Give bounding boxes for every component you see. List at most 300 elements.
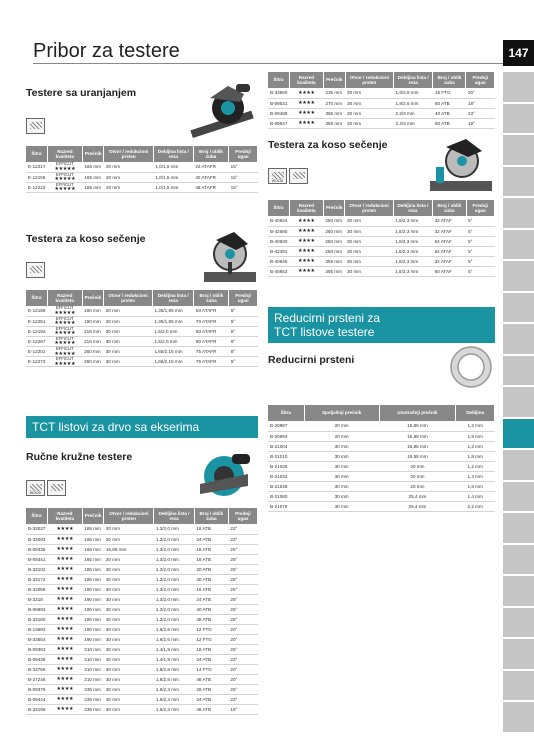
table-cell: 1,8/2,8 mm xyxy=(154,664,194,674)
table-cell: 1,6/2,3 mm xyxy=(154,694,194,704)
table-cell: 185 mm xyxy=(82,564,104,574)
table-row xyxy=(26,554,258,564)
banner-nail-blades-title: TCT listovi za drvo sa ekserima xyxy=(32,420,200,434)
table-cell: 30 mm xyxy=(104,684,154,694)
table-cell: 15,88 mm xyxy=(379,441,456,451)
rating-stars: ★★★★ xyxy=(56,556,74,562)
table-cell: E-12186 xyxy=(26,306,47,316)
table-cell: 16 ATB xyxy=(194,584,228,594)
sidebar-tab[interactable] xyxy=(503,198,534,228)
table-cell: 20 mm xyxy=(379,461,456,471)
table-cell: 20 mm xyxy=(104,306,153,316)
banner-reduction-rings-line1: Reducirni prsteni za xyxy=(274,311,381,325)
quality-rating xyxy=(289,108,323,118)
quality-rating xyxy=(47,162,82,172)
table-cell: B-09335 xyxy=(26,544,47,554)
table-cell: 1,3/2,0 mm xyxy=(154,604,194,614)
table-cell: 1,3/2,0 mm xyxy=(154,584,194,594)
table-cell: 23° xyxy=(228,524,257,534)
table-cell: 18 ATB xyxy=(194,644,228,654)
table-cell: 20 mm xyxy=(104,534,154,544)
sidebar-tab[interactable] xyxy=(503,545,534,575)
table-cell: B-21026 xyxy=(268,461,304,471)
table-row xyxy=(26,524,258,534)
table-cell: 70 ATAFR xyxy=(194,316,229,326)
table-row xyxy=(26,594,258,604)
quality-rating xyxy=(47,524,82,534)
sidebar-tab[interactable] xyxy=(503,356,534,386)
table-cell: 1,35/1,85 mm xyxy=(152,316,193,326)
table-cell: 1,8 mm xyxy=(456,481,495,491)
table-cell: B-27246 xyxy=(26,674,47,684)
table-cell: 20° xyxy=(228,664,257,674)
table-cell: B-21032 xyxy=(268,471,304,481)
table-cell: B-42391 xyxy=(268,246,289,256)
table-cell: 1,3/2,0 mm xyxy=(154,564,194,574)
table-cell: 1,0/1,5 mm xyxy=(153,162,193,172)
table-cell: 1,3/2,0 mm xyxy=(154,524,194,534)
table-cell: 1,8/2,3 mm xyxy=(393,226,432,236)
table-cell: 12 FTG xyxy=(194,624,228,634)
table-cell: 30 mm xyxy=(345,226,393,236)
table-header-row xyxy=(26,508,258,524)
column-header: Otvor / redukcioni prsten xyxy=(104,508,154,524)
quality-rating xyxy=(47,554,82,564)
quality-rating xyxy=(47,347,82,357)
table-cell: 30 mm xyxy=(345,246,393,256)
column-header: Otvor / redukcioni prsten xyxy=(345,72,393,88)
table-row xyxy=(268,118,495,128)
wood-material-icon: WOOD xyxy=(268,168,287,184)
column-header: Razred kvaliteta xyxy=(289,200,323,216)
sidebar-tab[interactable] xyxy=(503,324,534,354)
sidebar-tab[interactable] xyxy=(503,482,534,512)
table-cell: B-40646 xyxy=(268,256,289,266)
table-cell: B-09379 xyxy=(26,684,47,694)
table-cell: 1,2 mm xyxy=(456,441,495,451)
rating-stars: ★★★★ xyxy=(56,606,74,612)
rating-stars: ★★★★ xyxy=(56,536,74,542)
table-cell: 165 mm xyxy=(82,172,104,182)
table-cell: 30 mm xyxy=(345,118,393,128)
table-cell: B-21004 xyxy=(268,441,304,451)
table-cell: 165 mm xyxy=(82,524,104,534)
sidebar-tab[interactable] xyxy=(503,608,534,638)
section-title-plunge-saws: Testere sa uranjanjem xyxy=(26,87,137,99)
table-cell: 165 mm xyxy=(82,182,104,192)
table-row xyxy=(26,684,258,694)
table-cell: 25,4 mm xyxy=(379,491,456,501)
table-cell: 28 ATB xyxy=(194,684,228,694)
column-header: Broj / oblik zuba xyxy=(194,508,228,524)
table-cell: 250 mm xyxy=(323,216,345,226)
column-header: Debljina xyxy=(456,405,495,421)
table-row xyxy=(26,347,258,357)
table-row xyxy=(26,544,258,554)
table-cell: 20° xyxy=(466,88,495,98)
table-row xyxy=(268,236,495,246)
table-cell: 16 ATB xyxy=(194,524,228,534)
table-cell: 1,8/2,3 mm xyxy=(393,236,432,246)
table-cell: 190 mm xyxy=(82,306,104,316)
table-cell: 8° xyxy=(229,306,258,316)
table-cell: 165 mm xyxy=(82,162,104,172)
column-header: Razred kvaliteta xyxy=(289,72,323,88)
table-cell: 1,8 mm xyxy=(456,451,495,461)
table-row xyxy=(268,246,495,256)
table-row xyxy=(26,316,258,326)
rating-stars: ★★★★★ xyxy=(54,165,76,172)
table-cell: 25° xyxy=(228,574,257,584)
rating-word: EFFICUT xyxy=(55,325,74,331)
rating-stars: ★★★★★ xyxy=(54,360,76,367)
table-cell: 25° xyxy=(228,584,257,594)
table-cell: B-33037 xyxy=(26,524,47,534)
table-cell: 1,0/1,5 mm xyxy=(153,182,193,192)
table-cell: E-12201 xyxy=(26,347,47,357)
sidebar-tab[interactable] xyxy=(503,419,534,449)
table-cell: 165 mm xyxy=(82,534,104,544)
sidebar-tab[interactable] xyxy=(503,293,534,323)
table-cell: 5° xyxy=(466,216,494,226)
table-cell: 235 mm xyxy=(82,684,104,694)
table-cell: 235 mm xyxy=(82,694,104,704)
sidebar-tab[interactable] xyxy=(503,450,534,480)
column-header: Otvor / redukcioni prsten xyxy=(104,290,153,306)
table-cell: 1,65/2,15 mm xyxy=(152,347,193,357)
table-cell: 60 ATB xyxy=(433,98,466,108)
quality-rating xyxy=(47,614,82,624)
table-cell: 15° xyxy=(229,162,258,172)
table-cell: B-33059 xyxy=(26,584,47,594)
table-cell: 185 mm xyxy=(82,574,104,584)
table-cell: 30 mm xyxy=(104,664,154,674)
table-row xyxy=(268,491,495,501)
rating-word: EFFICUT xyxy=(55,305,74,311)
table-cell: 20 mm xyxy=(104,554,154,564)
rating-stars: ★★★★ xyxy=(298,217,315,224)
rating-stars: ★★★★ xyxy=(56,646,74,652)
table-cell: 30 mm xyxy=(304,481,379,491)
table-cell: 1,8/2,6 mm xyxy=(393,98,432,108)
table-cell: E-12192 xyxy=(26,326,47,336)
table-row xyxy=(268,431,495,441)
table-row xyxy=(26,674,258,684)
table-row xyxy=(26,644,258,654)
table-cell: 1,3/2,0 mm xyxy=(154,544,194,554)
quality-rating xyxy=(47,644,82,654)
table-cell: 25° xyxy=(228,684,257,694)
table-cell: 260 mm xyxy=(82,347,104,357)
quality-rating xyxy=(47,634,82,644)
miter-saw-table xyxy=(26,290,258,367)
rating-stars: ★★★★ xyxy=(56,656,74,662)
rating-stars: ★★★★ xyxy=(56,696,74,702)
miter-saw-image-2 xyxy=(426,137,496,195)
table-cell: 30 mm xyxy=(345,108,393,118)
table-cell: 30 mm xyxy=(104,604,154,614)
rating-stars: ★★★★ xyxy=(298,268,315,274)
table-cell: 48 ATB xyxy=(194,704,228,714)
column-header: Debljina lista / reza xyxy=(393,200,432,216)
rating-stars: ★★★★★ xyxy=(54,320,76,327)
table-row xyxy=(268,98,495,108)
table-cell: 20 mm xyxy=(104,172,153,182)
sidebar-tab[interactable] xyxy=(503,702,534,732)
table-cell: 30 mm xyxy=(304,461,379,471)
rating-word: EFFICUT xyxy=(55,356,74,362)
table-cell: 20° xyxy=(228,674,257,684)
column-header: Šitra xyxy=(268,405,304,421)
material-icons-5 xyxy=(268,168,308,184)
table-cell: 165 mm xyxy=(82,544,104,554)
circular-saw-table xyxy=(26,508,258,715)
quality-rating xyxy=(289,246,323,256)
table-cell: 30 mm xyxy=(345,266,393,276)
table-cell: 75 ATAFR xyxy=(194,357,229,367)
table-cell: 20 mm xyxy=(104,182,153,192)
column-header: Prednji ugao xyxy=(229,290,258,306)
table-cell: 25° xyxy=(228,544,257,554)
rating-stars: ★★★★★ xyxy=(54,350,76,357)
column-header: Šitra xyxy=(26,290,47,306)
table-header-row xyxy=(268,200,495,216)
sidebar-tab[interactable] xyxy=(503,104,534,134)
table-cell: 20 mm xyxy=(104,162,153,172)
table-cell: E-12267 xyxy=(26,336,47,346)
rating-stars: ★★★★ xyxy=(56,596,74,602)
table-row xyxy=(268,256,495,266)
miter-saw-table-2 xyxy=(268,200,495,277)
table-cell: 25° xyxy=(228,554,257,564)
table-cell: 25° xyxy=(228,594,257,604)
table-cell: 235 mm xyxy=(82,704,104,714)
table-cell: 30 mm xyxy=(345,216,393,226)
quality-rating xyxy=(47,624,82,634)
rating-word: EFFICUT xyxy=(55,315,74,321)
table-cell: 1,8/2,3 mm xyxy=(393,216,432,226)
quality-rating xyxy=(47,574,82,584)
quality-rating xyxy=(47,564,82,574)
table-cell: B-21060 xyxy=(268,491,304,501)
table-cell: B-09363 xyxy=(26,644,47,654)
table-cell: 5° xyxy=(466,256,494,266)
table-row xyxy=(26,357,258,367)
banner-nail-blades xyxy=(26,416,258,438)
table-cell: 1,6/2,3 mm xyxy=(154,704,194,714)
table-cell: 32 ATAF xyxy=(433,256,467,266)
table-cell: 40 ATB xyxy=(433,108,466,118)
table-row xyxy=(26,634,258,644)
wood-material-icon: WOOD xyxy=(26,480,45,496)
sidebar-tab[interactable] xyxy=(503,167,534,197)
material-icons-3 xyxy=(26,480,66,496)
table-cell: B-40652 xyxy=(268,266,289,276)
column-header: Debljina lista / reza xyxy=(393,72,432,88)
rating-stars: ★★★★ xyxy=(56,525,74,532)
table-cell: 1,8 mm xyxy=(456,431,495,441)
rating-stars: ★★★★ xyxy=(56,636,74,642)
rating-word: EFFICUT xyxy=(56,181,74,187)
table-row xyxy=(26,534,258,544)
table-cell: B-40624 xyxy=(268,216,289,226)
sidebar-tab[interactable] xyxy=(503,135,534,165)
table-cell: B-40630 xyxy=(268,236,289,246)
table-cell: 18° xyxy=(228,704,257,714)
table-header-row xyxy=(268,405,495,421)
column-header: Prednji ugao xyxy=(466,72,495,88)
table-cell: 15,88 mm xyxy=(379,451,456,461)
table-header-row xyxy=(26,146,258,162)
table-cell: B-09341 xyxy=(26,554,47,564)
sidebar-tab[interactable] xyxy=(503,576,534,606)
table-cell: 24 ATB xyxy=(194,534,228,544)
sidebar-tab[interactable] xyxy=(503,261,534,291)
table-row xyxy=(268,471,495,481)
table-cell: B-09444 xyxy=(26,694,47,704)
rating-stars: ★★★★ xyxy=(298,258,315,264)
quality-rating xyxy=(289,98,323,108)
table-cell: 20° xyxy=(228,624,257,634)
table-cell: 30 mm xyxy=(104,357,153,367)
rating-stars: ★★★★ xyxy=(56,586,74,592)
table-cell: 18° xyxy=(466,98,495,108)
table-cell: 210 mm xyxy=(82,654,104,664)
rating-stars: ★★★★★ xyxy=(54,340,76,347)
table-cell: 60 ATB xyxy=(433,118,466,128)
table-cell: 16 FTG xyxy=(433,88,466,98)
table-cell: 25,4 mm xyxy=(379,501,456,511)
table-cell: 64 ATAF xyxy=(433,246,467,256)
section-title-miter-saws: Testera za koso sečenje xyxy=(26,233,146,245)
page-title: Pribor za testere xyxy=(33,40,180,62)
table-cell: 210 mm xyxy=(82,644,104,654)
table-cell: 30 mm xyxy=(104,704,154,714)
column-header: Razred kvaliteta xyxy=(47,146,82,162)
table-row xyxy=(26,326,258,336)
section-title-circular-saws: Ručne kružne testere xyxy=(26,451,133,463)
column-header: Debljina lista / reza xyxy=(154,508,194,524)
table-cell: 1,2 mm xyxy=(456,461,495,471)
table-cell: 1,5/2,0 mm xyxy=(152,336,193,346)
sidebar-tab[interactable] xyxy=(503,639,534,669)
table-row xyxy=(26,654,258,664)
table-cell: 260 mm xyxy=(323,236,345,246)
circular-saw-image xyxy=(190,448,258,504)
quality-rating xyxy=(289,266,323,276)
table-cell: 2,2/3 mm xyxy=(393,108,432,118)
sidebar-tab[interactable] xyxy=(503,72,534,102)
quality-rating xyxy=(47,182,82,192)
material-icons-1 xyxy=(26,118,45,134)
table-cell: 30 mm xyxy=(104,644,154,654)
quality-rating xyxy=(47,704,82,714)
rating-stars: ★★★★ xyxy=(56,576,74,582)
table-cell: 30 mm xyxy=(104,624,154,634)
table-cell: 1,8/2,3 mm xyxy=(393,256,432,266)
table-row xyxy=(268,481,495,491)
table-cell: 1,3/2,0 mm xyxy=(154,594,194,604)
table-row xyxy=(26,336,258,346)
table-cell: 60 ATAFR xyxy=(194,326,229,336)
rating-stars: ★★★★ xyxy=(298,110,315,116)
table-cell: 30 mm xyxy=(304,471,379,481)
table-cell: B-20987 xyxy=(268,421,304,431)
sidebar-tab[interactable] xyxy=(503,387,534,417)
table-row xyxy=(268,451,495,461)
table-row xyxy=(26,664,258,674)
table-cell: 30 mm xyxy=(304,451,379,461)
table-cell: B-42585 xyxy=(268,226,289,236)
table-row xyxy=(268,461,495,471)
quality-rating xyxy=(47,664,82,674)
table-cell: 235 mm xyxy=(323,88,345,98)
table-row xyxy=(268,421,495,431)
table-cell: 15,88 mm xyxy=(104,544,154,554)
table-cell: 190 mm xyxy=(82,624,104,634)
column-header: Šitra xyxy=(26,146,47,162)
table-cell: 190 mm xyxy=(82,594,104,604)
table-row xyxy=(26,584,258,594)
column-header: Prednji ugao xyxy=(466,200,494,216)
wood-material-icon xyxy=(26,118,45,134)
table-row xyxy=(26,172,258,182)
quality-rating xyxy=(47,306,82,316)
rating-word: EFFICUT xyxy=(56,171,74,177)
table-cell: 15,88 mm xyxy=(379,421,456,431)
table-cell: 1,3/2,0 mm xyxy=(154,614,194,624)
sidebar-tab[interactable] xyxy=(503,230,534,260)
table-cell: 1,35/1,85 mm xyxy=(152,306,193,316)
table-row xyxy=(26,564,258,574)
table-cell: E-12251 xyxy=(26,316,47,326)
table-cell: 1,6/2,6 mm xyxy=(154,634,194,644)
table-cell: 30 mm xyxy=(345,236,393,246)
nailed-wood-icon xyxy=(289,168,308,184)
table-cell: B-21076 xyxy=(268,501,304,511)
sidebar-tab[interactable] xyxy=(503,513,534,543)
table-cell: B-33554 xyxy=(26,634,47,644)
table-cell: B-33560 xyxy=(268,88,289,98)
table-cell: 30 mm xyxy=(345,256,393,266)
table-cell: 32 ATAF xyxy=(433,226,467,236)
sidebar-tab[interactable] xyxy=(503,671,534,701)
table-header-row xyxy=(26,290,258,306)
table-cell: 30 mm xyxy=(104,614,154,624)
table-cell: 48 ATB xyxy=(194,674,228,684)
table-cell: 30 mm xyxy=(304,491,379,501)
table-cell: 190 mm xyxy=(82,316,104,326)
table-cell: 48 ATB xyxy=(194,614,228,624)
rating-stars: ★★★★★ xyxy=(54,330,76,337)
rating-stars: ★★★★ xyxy=(56,666,74,672)
title-rule xyxy=(33,63,503,64)
table-cell: 60 ATAF xyxy=(433,266,467,276)
table-cell: B-33093 xyxy=(26,534,47,544)
table-row xyxy=(268,441,495,451)
circular-saw-table-continued xyxy=(268,72,495,129)
rating-word: EFFICUT xyxy=(56,161,74,167)
table-cell: 25° xyxy=(228,564,257,574)
column-header: Broj / oblik zuba xyxy=(193,146,228,162)
nailed-wood-icon xyxy=(47,480,66,496)
column-header: Debljina lista / reza xyxy=(152,290,193,306)
table-cell: 1,65/2,15 mm xyxy=(152,357,193,367)
column-header: Prečnik xyxy=(82,508,104,524)
table-row xyxy=(268,216,495,226)
table-cell: B-09547 xyxy=(268,118,289,128)
page-number: 147 xyxy=(503,40,534,66)
